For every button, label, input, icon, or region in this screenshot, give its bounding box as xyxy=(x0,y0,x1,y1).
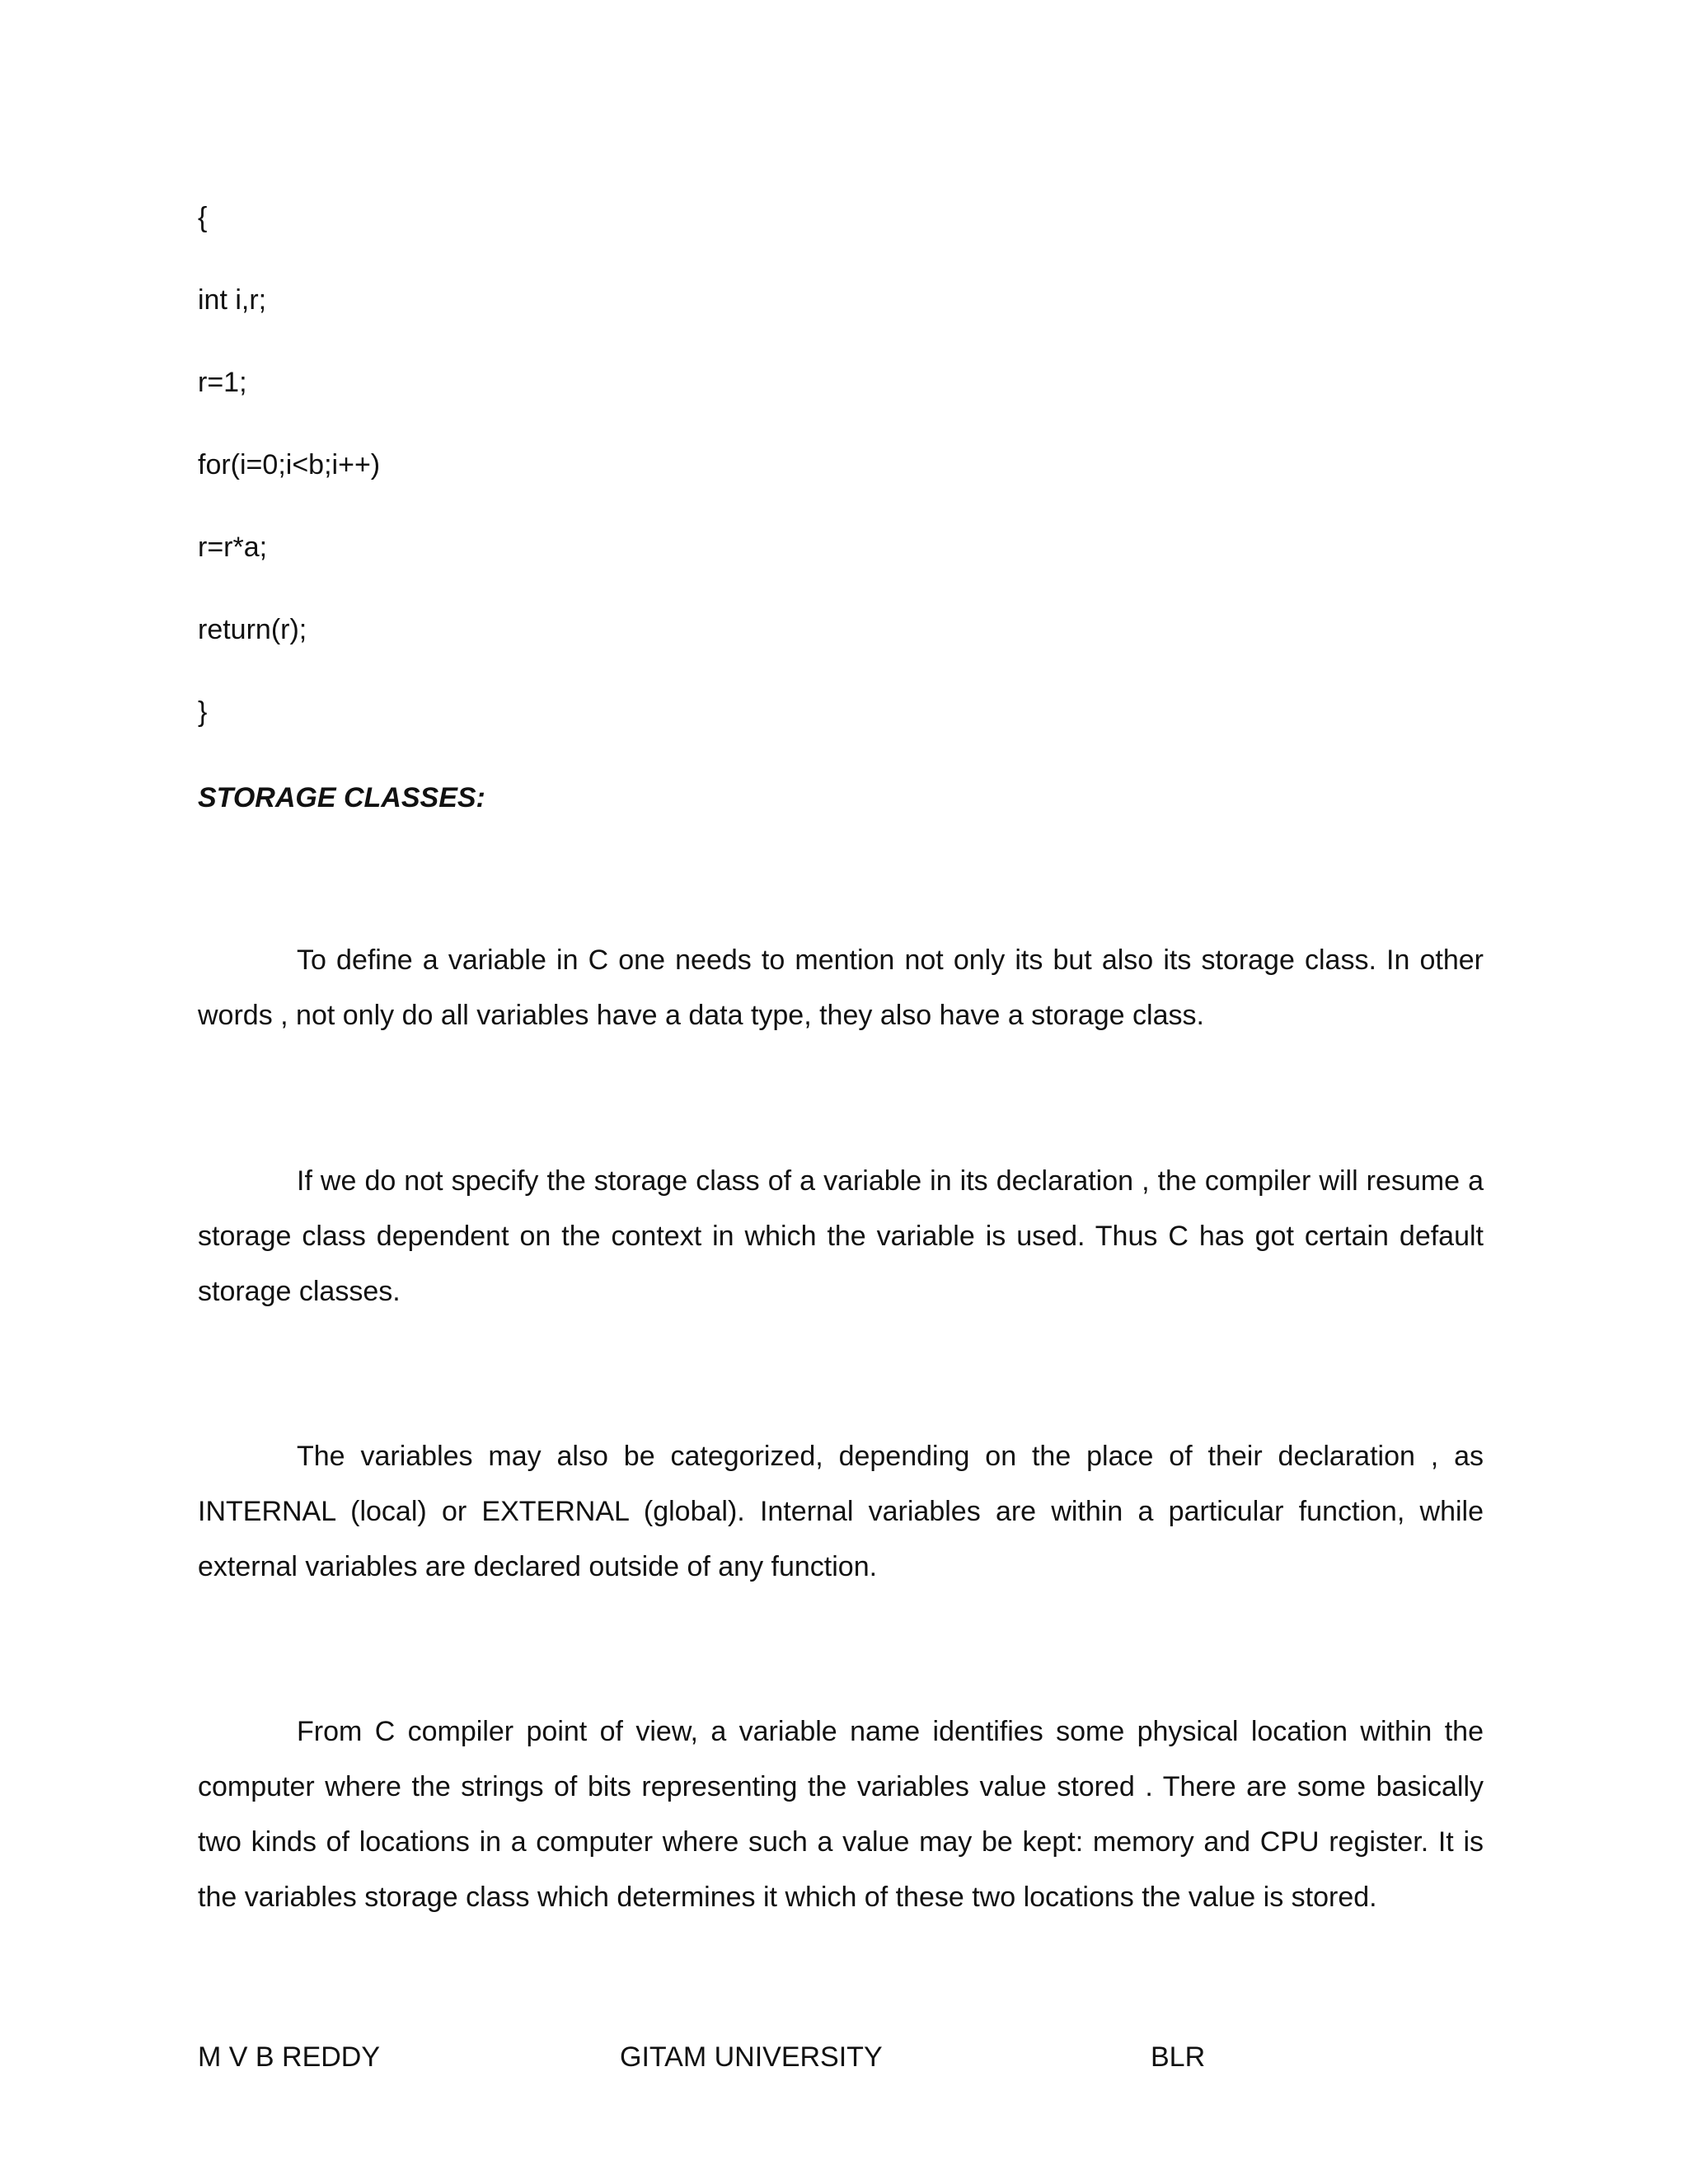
code-line: int i,r; xyxy=(198,284,267,316)
code-line: { xyxy=(198,202,208,233)
code-line: } xyxy=(198,696,208,728)
code-line: r=r*a; xyxy=(198,532,268,563)
code-line: return(r); xyxy=(198,614,307,645)
footer-author: M V B REDDY xyxy=(198,2041,381,2073)
paragraph: If we do not specify the storage class of a variable in its declaration , the compiler will resume a storage class dependent on the context in which the variable is used. Thus C has got certain default storage classes. xyxy=(198,1165,1484,1307)
code-line: r=1; xyxy=(198,367,247,398)
footer-institution: GITAM UNIVERSITY xyxy=(620,2041,883,2073)
paragraph: To define a variable in C one needs to mention not only its but also its storage class. In other words , not only do all variables have a data type, they also have a storage class. xyxy=(198,944,1484,1031)
code-line: for(i=0;i<b;i++) xyxy=(198,449,381,480)
paragraph: The variables may also be categorized, depending on the place of their declaration , as INTERNAL (local) or EXTERNAL (global). Internal variables are within a particular function, while external variables are declared outside of any function. xyxy=(198,1441,1484,1582)
section-heading: STORAGE CLASSES: xyxy=(198,782,485,813)
paragraph: From C compiler point of view, a variable name identifies some physical location within the computer where the strings of bits representing the variables value stored . There are some basically two kinds of locations in a computer where such a value may be kept: memory and CPU register. It is the variables storage class which determines it which of these two locations the value is stored. xyxy=(198,1716,1484,1913)
footer-location: BLR xyxy=(1151,2041,1206,2073)
